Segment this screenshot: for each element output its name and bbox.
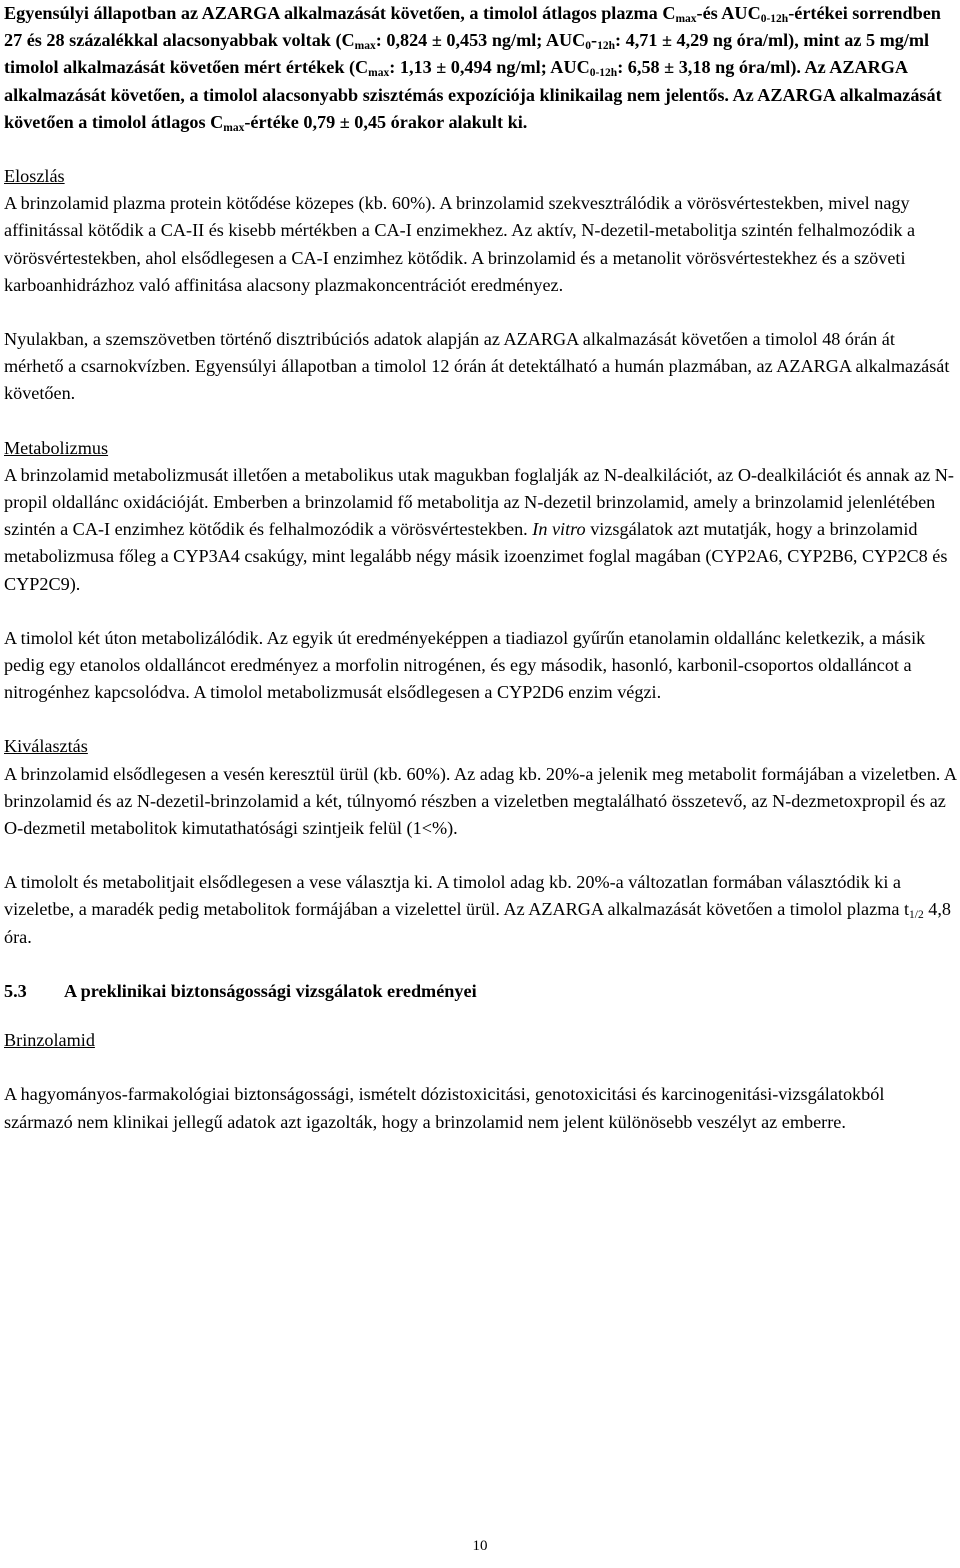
eloszlas-heading: Eloszlás [4, 166, 65, 187]
page-number: 10 [472, 1538, 488, 1554]
in-vitro-italic: In vitro [532, 519, 586, 540]
pk-timolol-paragraph: Egyensúlyi állapotban az AZARGA alkalmazását követően, a timolol átlagos plazma $C_{max}-és$ $AUC_{0-12h}$-értékei sorrendben 27 és 28 százalékkal alacsonyabbak voltak ($C_{max}$: 0,824 ± 0,453 ng/ml; $AUC_0-_{12h}$: 4,71 ± 4,29 ng óra/ml), mint az 5 mg/ml timolol alkalmazását követően mért értékek ($C_{max}$: 1,13 ± 0,494 ng/ml; $AUC_{0-12h}$: 6,58 ± 3,18 ng óra/ml). Az AZARGA alkalmazását követően, a timolol alacsonyabb szisztémás expozíciója klinikailag nem jelentős. Az AZARGA alkalmazását követően a timolol átlagos $C_{max}$-értéke 0,79 ± 0,45 órakor alakult ki. [4, 3, 942, 134]
section-heading-5-3 [4, 978, 956, 1005]
eloszlas-paragraph-1: A brinzolamid plazma protein kötődése közepes (kb. 60%). A brinzolamid szekvesztrálódik a vörösvértestekben, mivel nagy affinitással kötődik a CA-II és kisebb mértékben a CA-I enzimekhez. Az aktív, N-dezetil-metabolitja szintén felhalmozódik a vörösvértestekben, ahol elsődlegesen a CA-I enzimhez kötődik. A brinzolamid és a metanolit vörösvértestekhez és a szöveti karboanhidrázhoz való affinitása alacsony plazmakoncentrációt eredményez. [4, 193, 916, 295]
metabolizmus-paragraph-2: A timolol két úton metabolizálódik. Az egyik út eredményeképpen a tiadiazol gyűrűn etanolamin oldallánc keletkezik, a másik pedig egy etanolos oldalláncot eredményez a morfolin nitrogénen, és egy második, hasonló, karbonil-csoportos oldalláncot a nitrogénhez kapcsolódva. A timolol metabolizmusát elsődlegesen a CYP2D6 enzim végzi. [4, 627, 926, 703]
kivalasztas-paragraph-1: A brinzolamid elsődlegesen a vesén keresztül ürül (kb. 60%). Az adag kb. 20%-a jelenik meg metabolit formájában a vizeletben. A brinzolamid és az N-dezetil-brinzolamid a két, túlnyomó részben a vizeletben megtalálható összetevő, az N-dezmetoxpropil és az O-dezmetil metabolitok kimutathatósági szintjeik felül (1<%). [4, 763, 957, 839]
eloszlas-paragraph-2: Nyulakban, a szemszövetben történő disztribúciós adatok alapján az AZARGA alkalmazását követően a timolol 48 órán át mérhető a csarnokvízben. Egyensúlyi állapotban a timolol 12 órán át detektálható a humán plazmában, az AZARGA alkalmazását követően. [4, 329, 950, 404]
metabolizmus-heading: Metabolizmus [4, 437, 109, 458]
preclinical-paragraph: A hagyományos-farmakológiai biztonságossági, ismételt dózistoxicitási, genotoxicitási és karcinogenitási-vizsgálatokból származó nem klinikai jellegű adatok azt igazolták, hogy a brinzolamid nem jelent különösebb veszélyt az emberre. [4, 1084, 885, 1132]
section-number: 5.3 [4, 980, 27, 1001]
kivalasztas-paragraph-2: A timololt és metabolitjait elsődlegesen a vese választja ki. A timolol adag kb. 20%-a változatlan formában választódik ki a vizeletbe, a maradék pedig metabolitok formájában a vizelettel ürül. Az AZARGA alkalmazását követően a timolol plazma $t_{1/2}$ 4,8 óra. [4, 872, 951, 947]
section-title: A preklinikai biztonságossági vizsgálatok eredményei [64, 980, 477, 1001]
brinzolamid-subheading: Brinzolamid [4, 1030, 95, 1051]
metabolizmus-paragraph-1: A brinzolamid metabolizmusát illetően a metabolikus utak magukban foglalják az N-dealkilációt, az O-dealkilációt és annak az N-propil oldallánc oxidációját. Emberben a brinzolamid fő metabolitja az N-dezetil brinzolamid, amely a brinzolamid jelenlétében szintén a CA-I enzimhez kötődik és felhalmozódik a vörösvértestekben. In vitro vizsgálatok azt mutatják, hogy a brinzolamid metabolizmusa főleg a CYP3A4 csakúgy, mint legalább négy másik izoenzimet foglal magában (CYP2A6, CYP2B6, CYP2C8 és CYP2C9). [4, 464, 954, 594]
kivalasztas-heading: Kiválasztás [4, 736, 88, 757]
document-page [4, 0, 956, 1136]
